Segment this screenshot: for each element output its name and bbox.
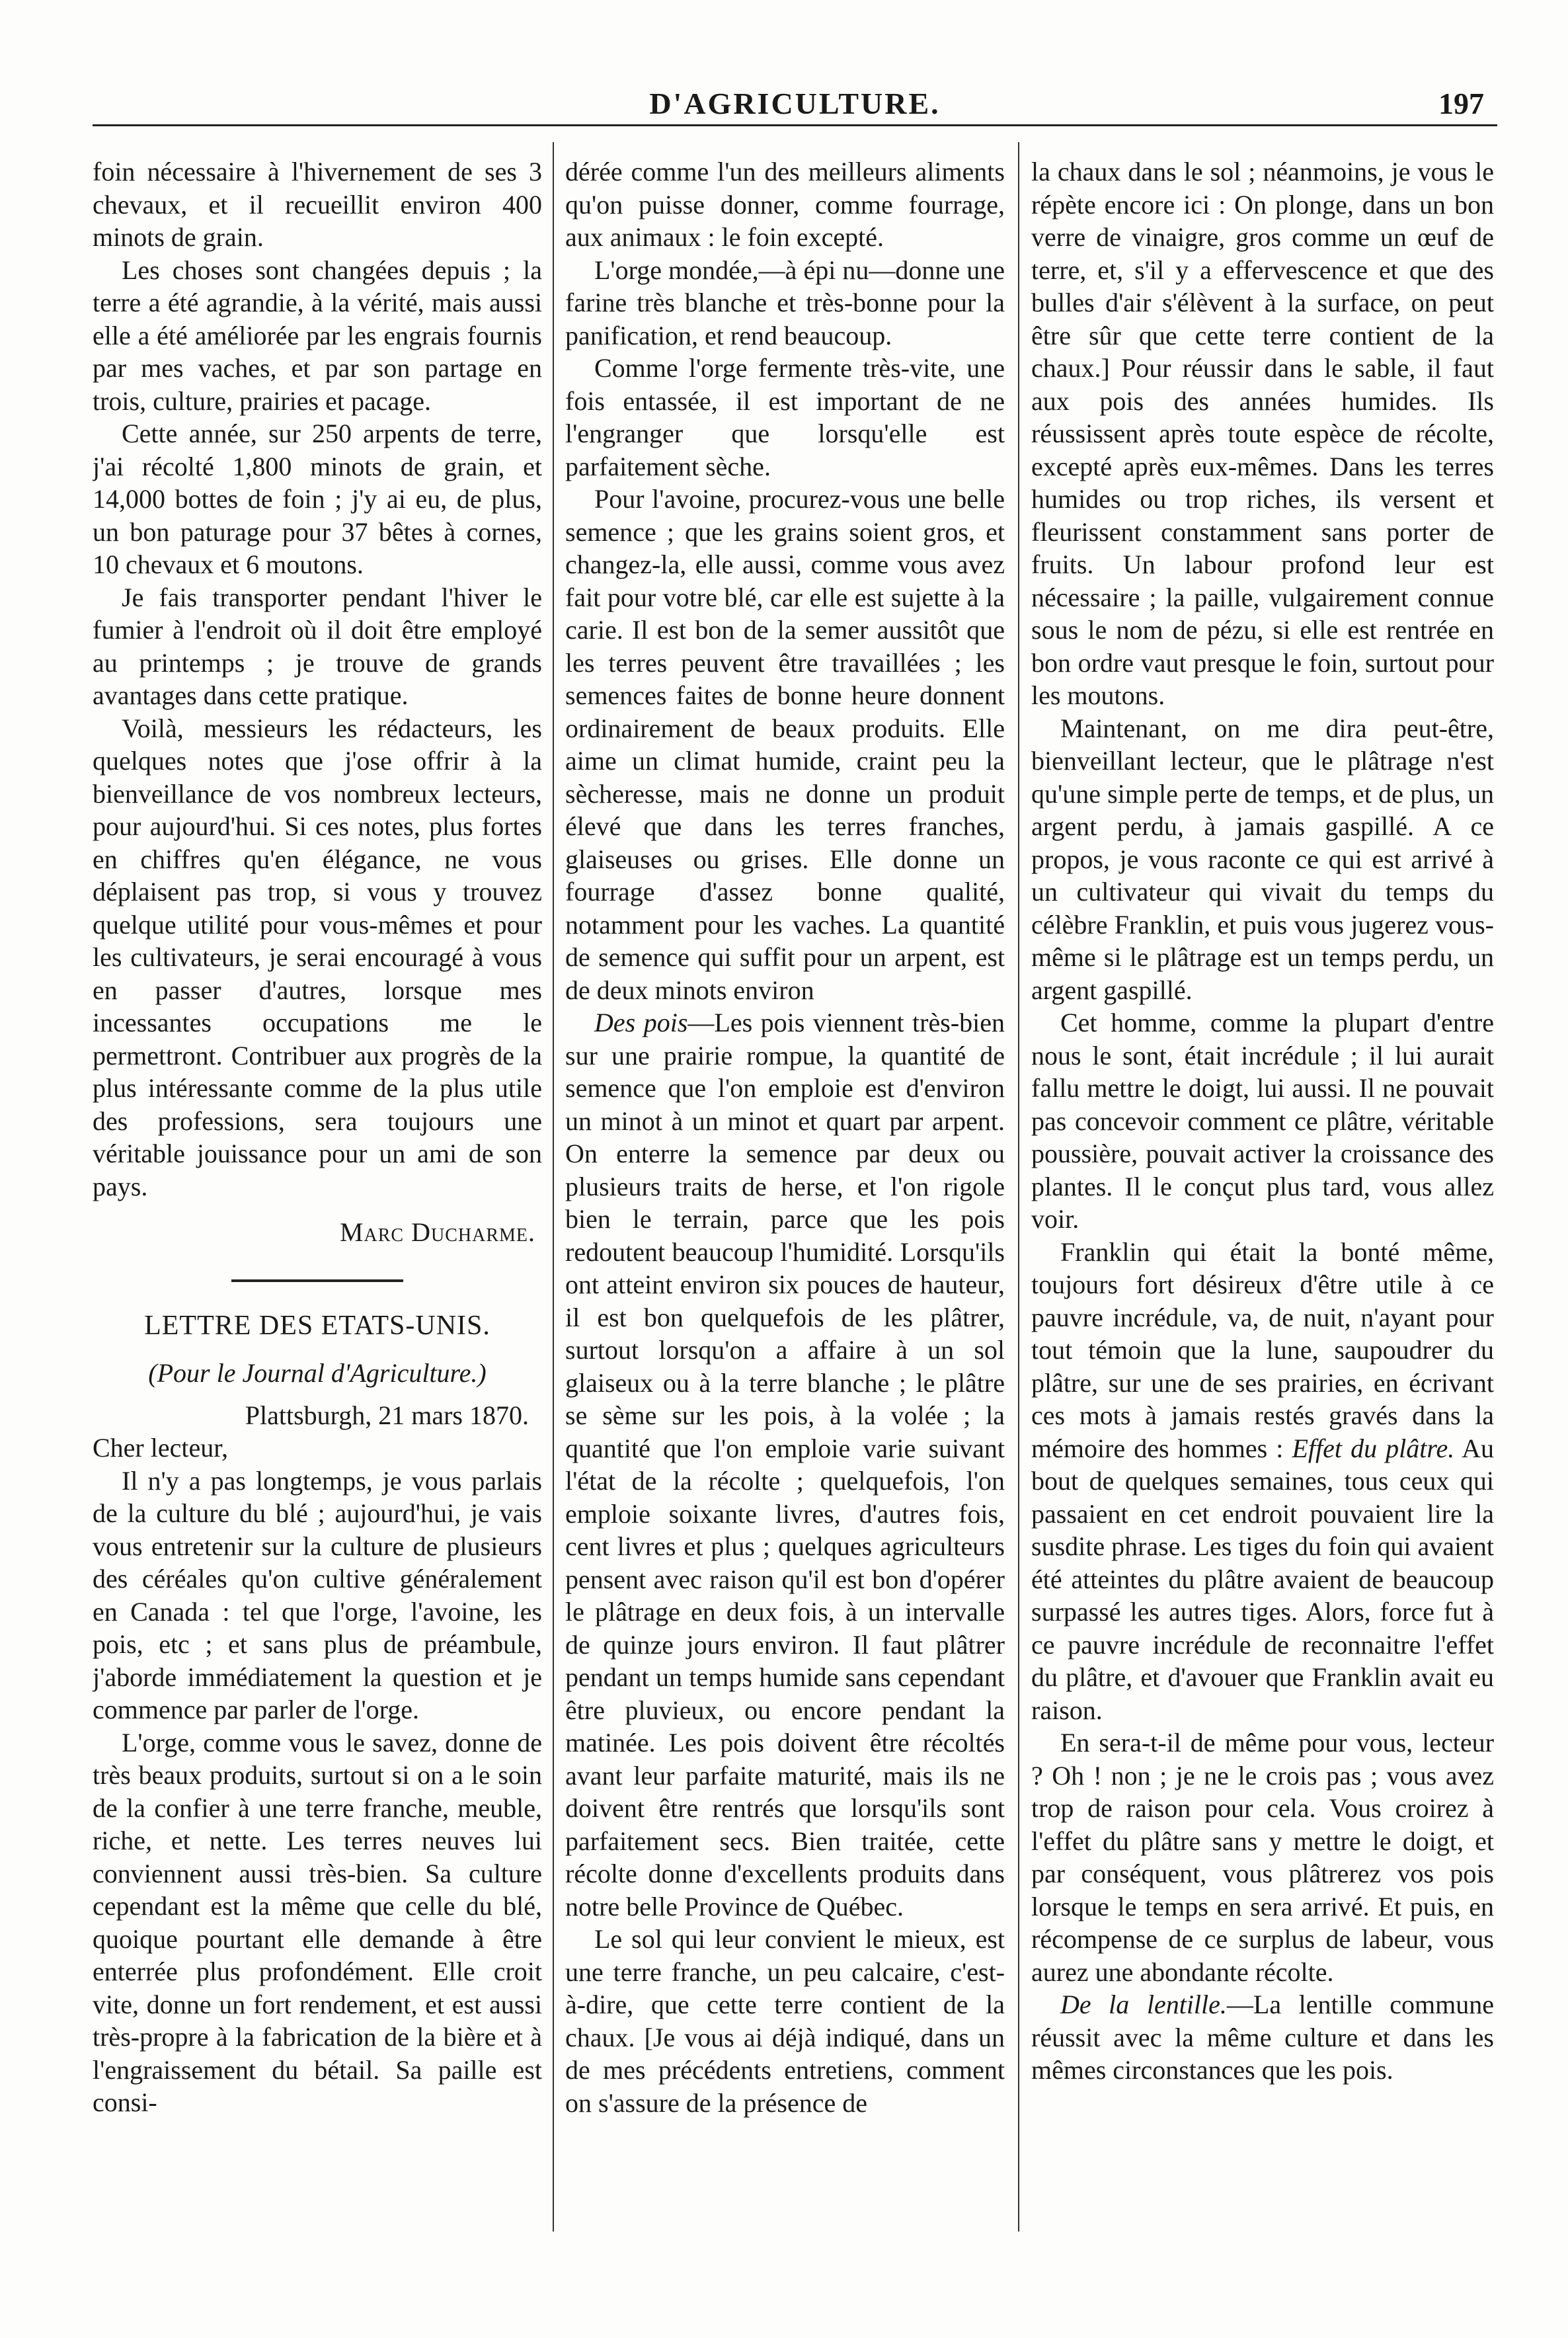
paragraph: Les choses sont changées depuis ; la terre a été agrandie, à la vérité, mais aussi elle a été améliorée par les engrais fournis par mes vaches, et par son partage en trois, culture, prairies et pacage. — [93, 255, 542, 416]
header-rule — [93, 124, 1497, 126]
paragraph-body: —Les pois viennent très-bien sur une prairie rompue, la quantité de semence que l'on emploie est d'environ un minot à un minot et quart par arpent. On enterre la semence par deux ou plusieurs traits de herse, et l'on rigole bien le terrain, parce que les pois redoutent beaucoup l'humidité. Lorsqu'ils ont atteint environ six pouces de hauteur, il est bon quelquefois de les plâtrer, surtout lorsqu'on a affaire à un sol glaiseux ou à la terre blanche ; le plâtre se sème sur les pois, à la volée ; la quantité que l'on emploie varie suivant l'état de la récolte ; quelquefois, l'on emploie soixante livres, d'autres fois, cent livres et plus ; quelques agriculteurs pensent avec raison qu'il est bon d'opérer le plâtrage en deux fois, à un intervalle de quinze jours environ. Il faut plâtrer pendant un temps humide sans cependant être pluvieux, ou encore pendant la matinée. Les pois doivent être récoltés avant leur parfaite maturité, mais ils ne doivent être rentrés que lorsqu'ils sont parfaitement secs. Bien traitée, cette récolte donne d'excellents produits dans notre belle Province de Québec. — [565, 1008, 1005, 1921]
column-right — [1031, 155, 1494, 2258]
paragraph — [1031, 1988, 1494, 2087]
paragraph: Maintenant, on me dira peut-être, bienveillant lecteur, que le plâtrage n'est qu'une simple perte de temps, et de plus, un argent perdu, à jamais gaspillé. A ce propos, je vous raconte ce qui est arrivé à un cultivateur qui vivait du temps du célèbre Franklin, et puis vous jugerez vous-même si le plâtrage est un temps perdu, un argent gaspillé. — [1031, 713, 1494, 1005]
paragraph-body: Franklin qui était la bonté même, toujours fort désireux d'être utile à ce pauvre incrédule, va, de nuit, n'ayant pour tout témoin que la lune, saupoudrer du plâtre, sur une de ses prairies, en écrivant ces mots à jamais restés gravés dans la mémoire des hommes : — [1031, 1236, 1494, 1463]
paragraph: L'orge, comme vous le savez, donne de très beaux produits, surtout si on a le soin de la confier à une terre franche, meuble, riche, et nette. Les terres neuves lui conviennent aussi très-bien. Sa culture cependant est la même que celle du blé, quoique pourtant elle demande à être enterrée plus profondément. Elle croit vite, donne un fort rendement, et est aussi très-propre à la fabrication de la bière et à l'engraissement du bétail. Sa paille est consi- — [93, 1727, 542, 2117]
salutation: Cher lecteur, — [93, 1433, 228, 1463]
running-title: D'AGRICULTURE. — [649, 87, 941, 120]
paragraph-lead: Des pois — [594, 1008, 688, 1037]
paragraph-body: Au bout de quelques semaines, tous ceux qui passaient en cet endroit pouvaient lire la susdite phrase. Les tiges du foin qui avaient été atteintes du plâtre avaient de beaucoup surpassé les autres tiges. Alors, force fut à ce pauvre incrédule de reconnaitre l'effet du plâtre, et d'avouer que Franklin avait eu raison. — [1031, 1433, 1494, 1725]
page-header — [93, 86, 1497, 126]
column-middle — [565, 155, 1005, 2258]
dateline: Plattsburgh, 21 mars 1870. — [245, 1400, 529, 1430]
author-signature: Marc Ducharme. — [339, 1217, 535, 1247]
emphasis-text: Effet du plâtre. — [1292, 1433, 1455, 1463]
paragraph-body: —La lentille commune réussit avec la même culture et dans les mêmes circonstances que les pois. — [1031, 1990, 1494, 2085]
paragraph: En sera-t-il de même pour vous, lecteur ? Oh ! non ; je ne le crois pas ; vous avez trop de raison pour cela. Vous croirez à l'effet du plâtre sans y mettre le doigt, et par conséquent, vous plâtrerez vos pois lorsque le temps en sera arrivé. Et puis, en récompense de ce surplus de labeur, vous aurez une abondante récolte. — [1031, 1728, 1494, 1987]
paragraph-lead: De la lentille. — [1060, 1990, 1227, 2019]
section-title: LETTRE DES ETATS-UNIS. — [144, 1310, 490, 1341]
paragraph: Voilà, messieurs les rédacteurs, les quelques notes que j'ose offrir à la bienveillance de vos nombreux lecteurs, pour aujourd'hui. Si ces notes, plus fortes en chiffres qu'en élégance, ne vous déplaisent pas trop, si vous y trouvez quelque utilité pour vous-mêmes et pour les cultivateurs, je serai encouragé à vous en passer d'autres, lorsque mes incessantes occupations me le permettront. Contribuer aux progrès de la plus intéressante comme de la plus utile des professions, sera toujours une véritable jouissance pour un ami de son pays. — [93, 713, 542, 1201]
paragraph: L'orge mondée,—à épi nu—donne une farine très blanche et très-bonne pour la panification, et rend beaucoup. — [565, 255, 1005, 350]
paragraph — [1031, 1236, 1494, 1727]
paragraph: foin nécessaire à l'hivernement de ses 3 chevaux, et il recueillit environ 400 minots de grain. — [93, 157, 542, 252]
column-divider — [553, 142, 554, 2232]
column-left — [93, 155, 542, 2258]
paragraph: Le sol qui leur convient le mieux, est une terre franche, un peu calcaire, c'est-à-dire, que cette terre contient de la chaux. [Je vous ai déjà indiqué, dans un de mes précédents entretiens, comment on s'assure de la présence de — [565, 1924, 1005, 2118]
paragraph: Cet homme, comme la plupart d'entre nous le sont, était incrédule ; il lui aurait fallu mettre le doigt, lui aussi. Il ne pouvait pas concevoir comment ce plâtre, véritable poussière, pouvait activer la croissance des plantes. Il le conçut plus tard, vous allez voir. — [1031, 1008, 1494, 1234]
paragraph — [565, 1006, 1005, 1923]
paragraph: dérée comme l'un des meilleurs aliments qu'on puisse donner, comme fourrage, aux animaux : le foin excepté. — [565, 157, 1005, 252]
paragraph: Comme l'orge fermente très-vite, une fois entassée, il est important de ne l'engranger que lorsqu'elle est parfaitement sèche. — [565, 353, 1005, 481]
paragraph: Il n'y a pas longtemps, je vous parlais de la culture du blé ; aujourd'hui, je vais vous entretenir sur la culture de plusieurs des céréales qu'on cultive généralement en Canada : tel que l'orge, l'avoine, les pois, etc ; et sans plus de préambule, j'aborde immédiatement la question et je commence par parler de l'orge. — [93, 1465, 542, 1724]
section-separator — [231, 1279, 403, 1282]
paragraph: la chaux dans le sol ; néanmoins, je vous le répète encore ici : On plonge, dans un bon verre de vinaigre, gros comme un œuf de terre, et, s'il y a effervescence et que des bulles d'air s'élèvent à la surface, on peut être sûr que cette terre contient de la chaux.] Pour réussir dans le sable, il faut aux pois des années humides. Ils réussissent après toute espèce de récolte, excepté après eux-mêmes. Dans les terres humides ou trop riches, ils versent et fleurissent constamment sans porter de fruits. Un labour profond leur est nécessaire ; la paille, vulgairement connue sous le nom de pézu, si elle est rentrée en bon ordre vaut presque le foin, surtout pour les moutons. — [1031, 157, 1494, 710]
column-divider — [1018, 142, 1019, 2232]
section-subtitle: (Pour le Journal d'Agriculture.) — [148, 1358, 487, 1388]
paragraph: Cette année, sur 250 arpents de terre, j'ai récolté 1,800 minots de grain, et 14,000 bottes de foin ; j'y ai eu, de plus, un bon paturage pour 37 bêtes à cornes, 10 chevaux et 6 moutons. — [93, 419, 542, 579]
page-number: 197 — [1438, 87, 1484, 120]
paragraph: Je fais transporter pendant l'hiver le fumier à l'endroit où il doit être employé au printemps ; je trouve de grands avantages dans cette pratique. — [93, 582, 542, 710]
paragraph: Pour l'avoine, procurez-vous une belle semence ; que les grains soient gros, et changez-la, elle aussi, comme vous avez fait pour votre blé, car elle est sujette à la carie. Il est bon de la semer aussitôt que les terres peuvent être travaillées ; les semences faites de bonne heure donnent ordinairement de beaux produits. Elle aime un climat humide, craint peu la sècheresse, mais ne donne un produit élevé que dans les terres franches, glaiseuses ou grises. Elle donne un fourrage d'assez bonne qualité, notamment pour les vaches. La quantité de semence qui suffit pour un arpent, est de deux minots environ — [565, 484, 1005, 1005]
